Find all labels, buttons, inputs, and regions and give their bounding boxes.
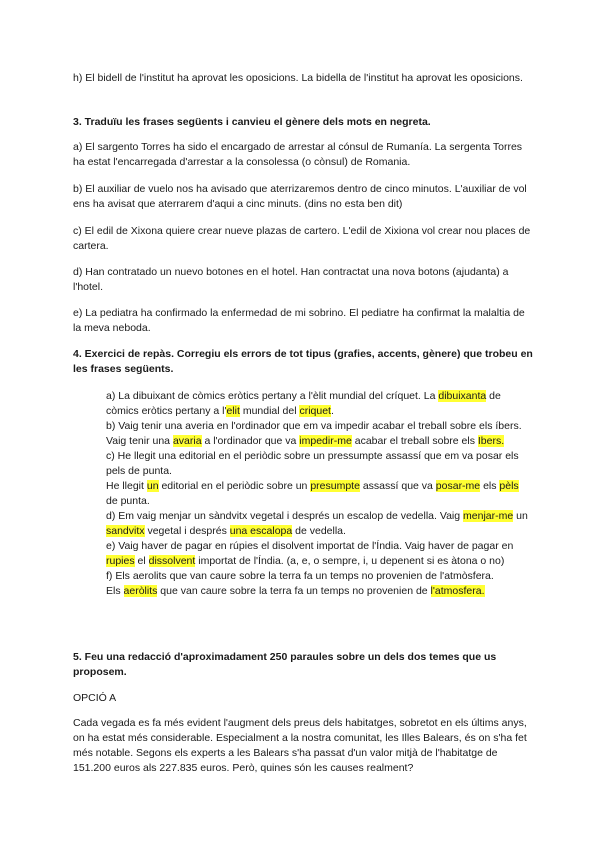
highlight: impedir-me — [299, 435, 352, 447]
highlight: l'atmosfera. — [430, 585, 485, 597]
highlight: una escalopa — [229, 525, 293, 537]
s3-item-a: a) El sargento Torres ha sido el encargado de arrestar al cónsul de Rumanía. La sergenta Torres ha estat l'encarregada d'arrestar a la consolessa (o cònsul) de Romania. — [73, 141, 523, 168]
highlight: sandvitx — [106, 525, 145, 537]
highlight: criquet — [299, 405, 331, 417]
s4-d-original: d) Em vaig menjar un sàndvitx vegetal i després un escalop de vedella. — [106, 510, 437, 522]
highlight: posar-me — [435, 480, 481, 492]
highlight: dissolvent — [148, 555, 196, 567]
s4-a-original: a) La dibuixant de còmics eròtics pertany a l'èlit mundial del críquet. — [106, 390, 421, 402]
highlight: un — [146, 480, 159, 492]
s3-item-e: e) La pediatra ha confirmado la enfermedad de mi sobrino. El pediatre ha confirmat la malaltia de la meva neboda. — [73, 307, 525, 334]
highlight: elit — [226, 405, 240, 417]
s4-item-e: e) Vaig haver de pagar en rúpies el disolvent importat de l'Índia. Vaig haver de pagar en rupies el dissolvent importat de l'Índia. (a, e, o sempre, i, u depenent si es àtona o no) — [106, 540, 514, 567]
s4-item-b-corrected: Vaig tenir una avaria a l'ordinador que va impedir-me acabar el treball sobre els Ibers. — [106, 435, 505, 447]
h-item: h) El bidell de l'institut ha aprovat les oposicions. La bidella de l'institut ha aprovat les oposicions. — [73, 72, 523, 84]
highlight: presumpte — [310, 480, 360, 492]
option-label: OPCIÓ A — [73, 692, 117, 704]
s4-item-f-original: f) Els aerolits que van caure sobre la terra fa un temps no provenien de l'atmòsfera. — [106, 570, 494, 582]
highlight: aeròlits — [123, 585, 158, 597]
highlight: pèls — [499, 480, 519, 492]
s4-item-b-original: b) Vaig tenir una averia en l'ordinador que em va impedir acabar el treball sobre els íbers. — [106, 420, 522, 432]
highlight: dibuixanta — [438, 390, 487, 402]
essay-paragraph: Cada vegada es fa més evident l'augment dels preus dels habitatges, sobretot en els últims anys, on ha estat més considerable. Especialment a la nostra comunitat, les Illes Balears, és on s'ha fet més notable. Segons els experts a les Balears s'ha passat d'un valor mitjà de l'habitatge de 151.200 euros als 227.835 euros. Però, quines són les causes realment? — [73, 717, 527, 774]
section4-heading: 4. Exercici de repàs. Corregiu els errors de tot tipus (grafies, accents, gènere) que trobeu en les frases següents. — [73, 348, 533, 375]
s4-item-d: d) Em vaig menjar un sàndvitx vegetal i després un escalop de vedella. Vaig menjar-me un sandvitx vegetal i després una escalopa de vedella. — [106, 510, 528, 537]
highlight: menjar-me — [463, 510, 514, 522]
s3-item-c: c) El edil de Xixona quiere crear nueve plazas de cartero. L'edil de Xixiona vol crear nou places de cartera. — [73, 225, 531, 252]
s4-item-f-corrected: Els aeròlits que van caure sobre la terra fa un temps no provenien de l'atmosfera. — [106, 585, 485, 597]
section3-heading: 3. Traduïu les frases següents i canvieu el gènere dels mots en negreta. — [73, 116, 431, 128]
s3-item-d: d) Han contratado un nuevo botones en el hotel. Han contractat una nova botons (ajudanta) a l'hotel. — [73, 266, 509, 293]
highlight: rupies — [106, 555, 135, 567]
s3-item-b: b) El auxiliar de vuelo nos ha avisado que aterrizaremos dentro de cinco minutos. L'auxiliar de vol ens ha avisat que aterrarem d'aqui a cinc minuts. (dins no esta ben dit) — [73, 183, 527, 210]
section5-heading: 5. Feu una redacció d'aproximadament 250 paraules sobre un dels dos temes que us proposem. — [73, 651, 497, 678]
s4-item-c-original: c) He llegit una editorial en el periòdic sobre un pressumpte assassí que em va posar els pels de punta. — [106, 450, 519, 477]
s4-item-a: a) La dibuixant de còmics eròtics pertany a l'èlit mundial del críquet. La dibuixanta de còmics eròtics pertany a l'elit mundial del criquet. — [106, 390, 501, 417]
s4-item-c-corrected: He llegit un editorial en el periòdic sobre un presumpte assassí que va posar-me els pèls de punta. — [106, 480, 519, 507]
s4-exercise-list — [106, 389, 530, 599]
s4-e-original: e) Vaig haver de pagar en rúpies el disolvent importat de l'Índia. — [106, 540, 402, 552]
highlight: avaria — [172, 435, 202, 447]
highlight: Ibers. — [477, 435, 505, 447]
